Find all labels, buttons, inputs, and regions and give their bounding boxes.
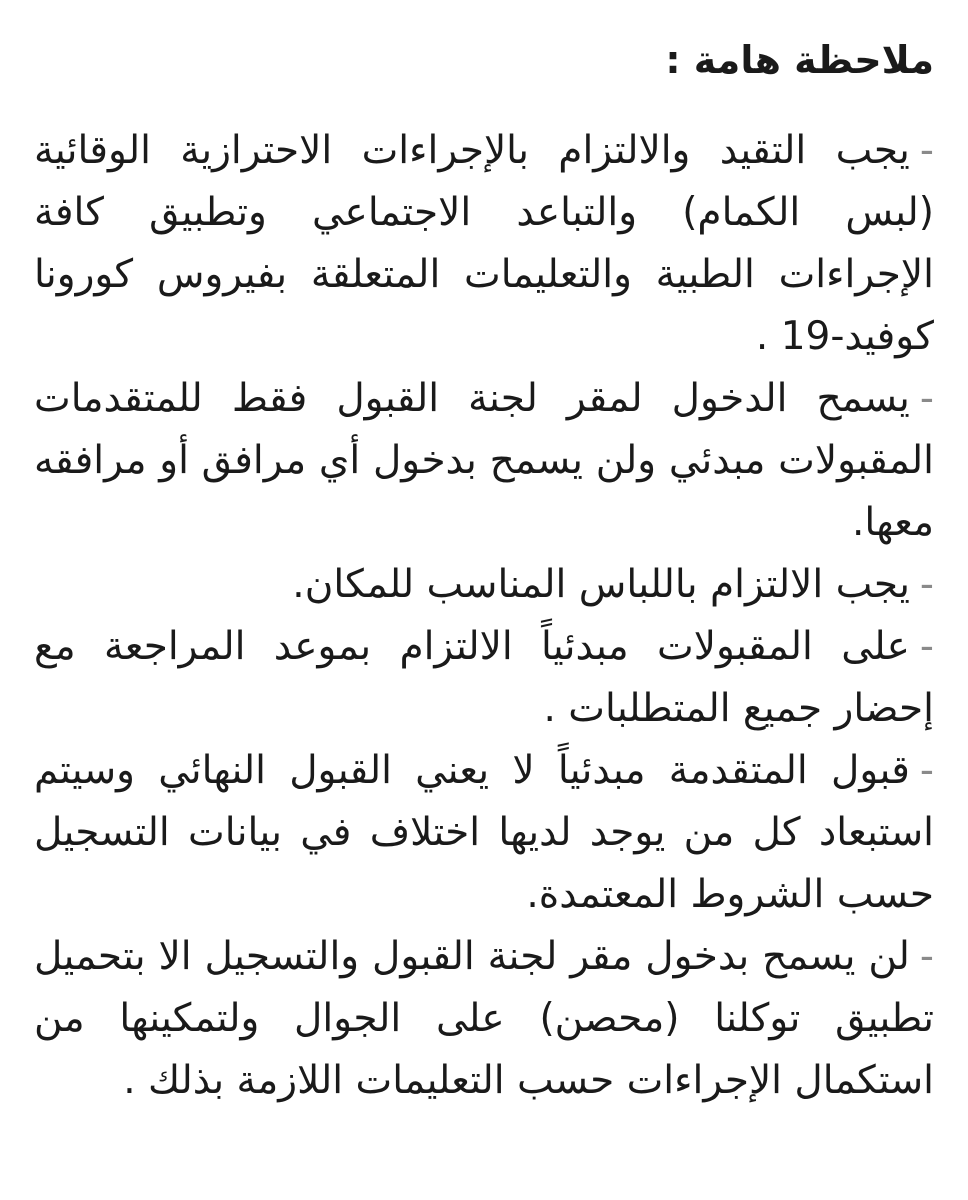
bullet-dash: - — [919, 562, 934, 607]
note-item-entry-permission — [34, 368, 934, 554]
note-text: يجب التقيد والالتزام بالإجراءات الاحترازية الوقائية (لبس الكمام) والتباعد الاجتماعي وتطبيق كافة الإجراءات الطبية والتعليمات المتعلقة بفيروس كورونا كوفيد-19 . — [34, 128, 934, 359]
note-text: قبول المتقدمة مبدئياً لا يعني القبول النهائي وسيتم استبعاد كل من يوجد لديها اختلاف في بيانات التسجيل حسب الشروط المعتمدة. — [34, 748, 934, 917]
notice-title: ملاحظة هامة : — [665, 38, 934, 82]
notes-list — [34, 120, 934, 1112]
bullet-dash: - — [919, 624, 934, 669]
note-item-dress-code — [34, 554, 934, 616]
note-text: يجب الالتزام باللباس المناسب للمكان. — [292, 562, 910, 607]
bullet-dash: - — [919, 748, 934, 793]
note-item-tawakkalna — [34, 926, 934, 1112]
note-text: على المقبولات مبدئياً الالتزام بموعد المراجعة مع إحضار جميع المتطلبات . — [34, 624, 934, 731]
bullet-dash: - — [919, 128, 934, 173]
note-item-appointment — [34, 616, 934, 740]
note-item-precautions — [34, 120, 934, 368]
note-text: يسمح الدخول لمقر لجنة القبول فقط للمتقدمات المقبولات مبدئي ولن يسمح بدخول أي مرافق أو مرافقه معها. — [34, 376, 934, 545]
bullet-dash: - — [919, 376, 934, 421]
note-item-final-acceptance — [34, 740, 934, 926]
note-text: لن يسمح بدخول مقر لجنة القبول والتسجيل الا بتحميل تطبيق توكلنا (محصن) على الجوال ولتمكينها من استكمال الإجراءات حسب التعليمات اللازمة بذلك . — [34, 934, 934, 1103]
bullet-dash: - — [919, 934, 934, 979]
